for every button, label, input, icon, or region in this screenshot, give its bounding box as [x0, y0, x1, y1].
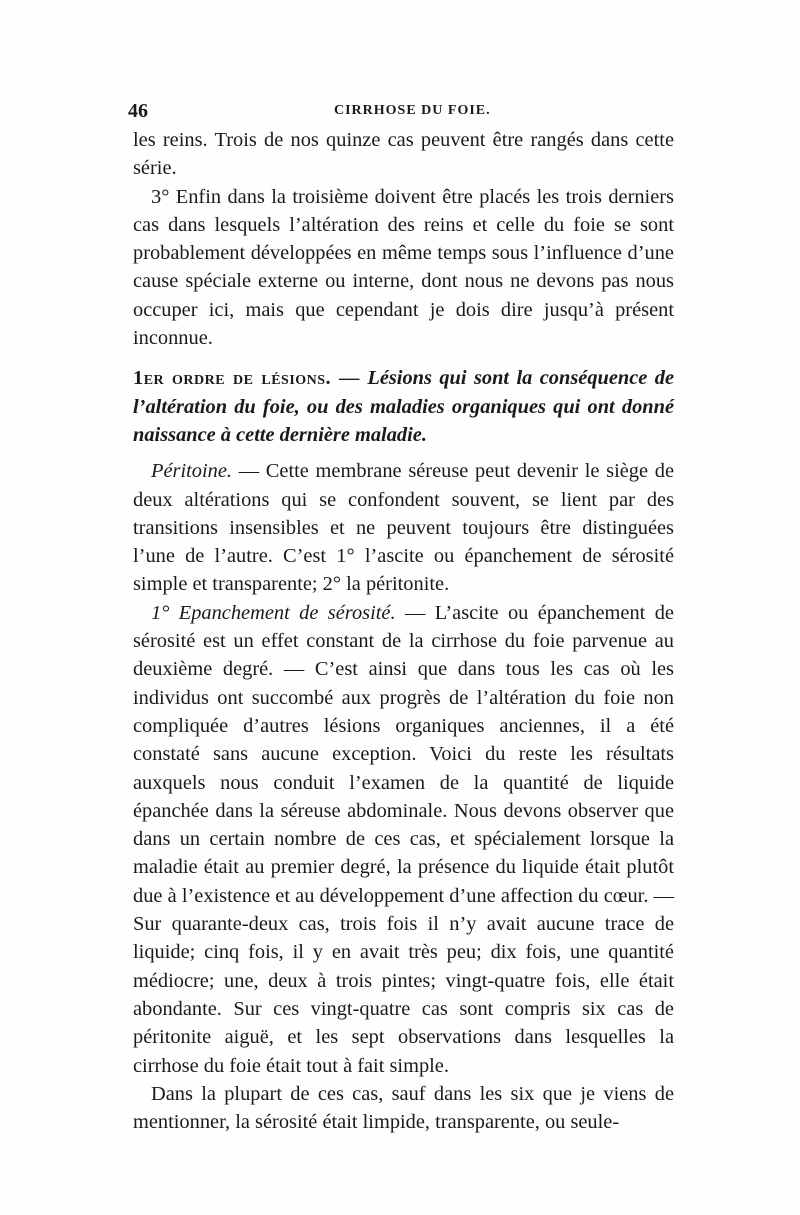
paragraph-peritoine: [133, 457, 674, 598]
paragraph-third-order: 3° Enfin dans la troisième doivent être placés les trois derniers cas dans lesquels l’altération des reins et celle du foie se sont probablement développées en même temps sous l’influence d’une cause spéciale externe ou interne, dont nous ne devons pas nous occuper ici, mais que cependant je dois dire jusqu’à présent inconnue.: [133, 185, 674, 350]
paragraph-epanchement: [133, 599, 674, 1080]
running-head: CIRRHOSE DU FOIE.: [334, 103, 491, 118]
peritoine-text: — Cette membrane séreuse peut devenir le siège de deux altérations qui se confondent souvent, se lient par des transitions insensibles et ne peuvent toujours être distinguées l’une de l’autre. C’est 1° l’ascite ou épanchement de sérosité simple et transparente; 2° la péritonite.: [133, 460, 674, 596]
epanchement-text: — L’ascite ou épanchement de sérosité est un effet constant de la cirrhose du foie parvenue au deuxième degré. — C’est ainsi que dans tous les cas où les individus ont succombé aux progrès de l’altération du foie non compliquée d’autres lésions organiques anciennes, il a été constaté sans aucune exception. Voici du reste les résultats auxquels nous conduit l’examen de la quantité de liquide épanchée dans la séreuse abdominale. Nous devons observer que dans un certain nombre de ces cas, et spécialement lorsque la maladie était au premier degré, la présence du liquide était plutôt due à l’existence et au développement d’une affection du cœur. — Sur quarante-deux cas, trois fois il n’y avait aucune trace de liquide; cinq fois, il y en avait très peu; dix fois, une quantité médiocre; une, deux à trois pintes; vingt-quatre fois, elle était abondante. Sur ces vingt-quatre cas sont compris six cas de péritonite aiguë, et les sept observations dans lesquelles la cirrhose du foie était tout à fait simple.: [133, 601, 674, 1077]
section-heading: [133, 364, 674, 449]
page-header: [128, 100, 672, 124]
paragraph-continuation: les reins. Trois de nos quinze cas peuvent être rangés dans cette série.: [133, 129, 674, 180]
epanchement-label: 1° Epanchement de sérosité.: [151, 601, 396, 624]
section-heading-text: Lésions qui sont la conséquence de l’altération du foie, ou des maladies organiques qui ont donné naissance à cette dernière maladie.: [133, 367, 674, 446]
peritoine-label: Péritoine.: [151, 460, 232, 483]
body-text: [133, 126, 674, 1136]
paragraph-last: Dans la plupart de ces cas, sauf dans les six que je viens de mentionner, la sérosité était limpide, transparente, ou seule-: [133, 1082, 674, 1134]
page-number: 46: [128, 100, 148, 122]
section-heading-label: 1er ordre de lésions. —: [133, 367, 360, 390]
